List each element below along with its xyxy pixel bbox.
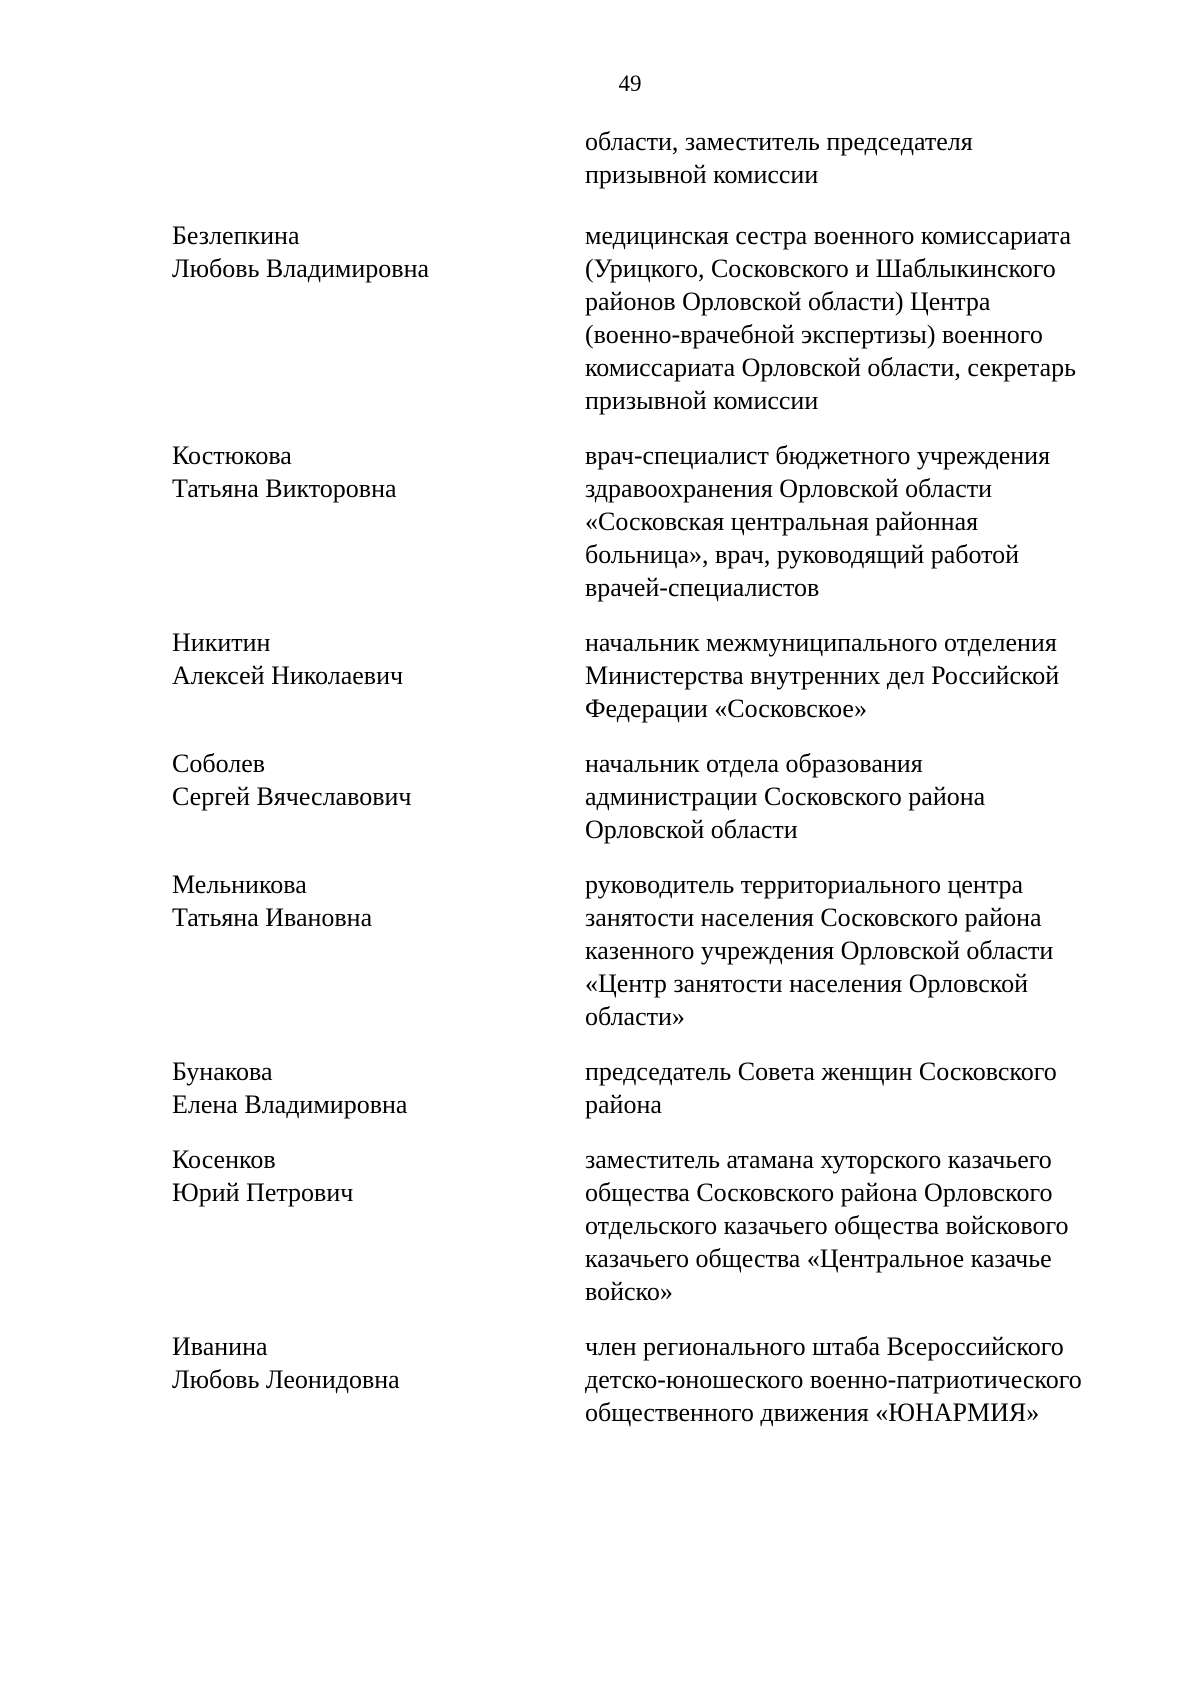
member-entry — [0, 1143, 1200, 1308]
member-name — [172, 1055, 572, 1121]
description-line: войско» — [585, 1277, 673, 1306]
description-line: здравоохранения Орловской области — [585, 474, 993, 503]
description-line: руководитель территориального центра — [585, 870, 1024, 899]
description-line: комиссариата Орловской области, секретарь — [585, 353, 1076, 382]
description-line: больница», врач, руководящий работой — [585, 540, 1020, 569]
member-entry — [0, 219, 1200, 417]
member-position — [585, 1055, 1145, 1121]
member-surname: Иванина — [172, 1332, 268, 1361]
description-line: призывной комиссии — [585, 160, 819, 189]
description-line: отдельского казачьего общества войскового — [585, 1211, 1069, 1240]
member-surname: Никитин — [172, 628, 271, 657]
member-name — [172, 747, 572, 813]
description-line: детско-юношеского военно-патриотического — [585, 1365, 1082, 1394]
member-entry — [0, 747, 1200, 846]
member-surname: Безлепкина — [172, 221, 300, 250]
description-line: района — [585, 1090, 662, 1119]
member-given-names: Елена Владимировна — [172, 1090, 408, 1119]
member-position — [585, 1143, 1145, 1308]
member-surname: Косенков — [172, 1145, 276, 1174]
description-line: Федерации «Сосковское» — [585, 694, 867, 723]
member-given-names: Сергей Вячеславович — [172, 782, 412, 811]
member-surname: Соболев — [172, 749, 266, 778]
description-line: (Урицкого, Сосковского и Шаблыкинского — [585, 254, 1056, 283]
member-given-names: Алексей Николаевич — [172, 661, 404, 690]
continuation-description — [585, 125, 1145, 191]
description-line: член регионального штаба Всероссийского — [585, 1332, 1064, 1361]
description-line: Орловской области — [585, 815, 798, 844]
member-surname: Костюкова — [172, 441, 292, 470]
member-name — [172, 1143, 572, 1209]
member-entry — [0, 868, 1200, 1033]
description-line: председатель Совета женщин Сосковского — [585, 1057, 1057, 1086]
description-line: общественного движения «ЮНАРМИЯ» — [585, 1398, 1040, 1427]
description-line: «Центр занятости населения Орловской — [585, 969, 1029, 998]
commission-member-list — [0, 125, 1200, 1429]
description-line: врачей-специалистов — [585, 573, 820, 602]
description-line: «Сосковская центральная районная — [585, 507, 979, 536]
description-line: районов Орловской области) Центра — [585, 287, 991, 316]
member-name — [172, 626, 572, 692]
member-given-names: Юрий Петрович — [172, 1178, 354, 1207]
page-number: 49 — [618, 71, 642, 96]
description-line: Министерства внутренних дел Российской — [585, 661, 1060, 690]
description-line: области, заместитель председателя — [585, 127, 973, 156]
member-entry — [0, 1330, 1200, 1429]
member-given-names: Любовь Владимировна — [172, 254, 430, 283]
member-name — [172, 219, 572, 285]
member-position — [585, 626, 1145, 725]
member-surname: Бунакова — [172, 1057, 273, 1086]
description-line: начальник межмуниципального отделения — [585, 628, 1057, 657]
description-line: казенного учреждения Орловской области — [585, 936, 1054, 965]
member-position — [585, 219, 1145, 417]
member-given-names: Татьяна Ивановна — [172, 903, 373, 932]
description-line: призывной комиссии — [585, 386, 819, 415]
description-line: заместитель атамана хуторского казачьего — [585, 1145, 1052, 1174]
description-line: казачьего общества «Центральное казачье — [585, 1244, 1052, 1273]
member-name — [172, 439, 572, 505]
member-position — [585, 747, 1145, 846]
description-line: занятости населения Сосковского района — [585, 903, 1042, 932]
description-line: медицинская сестра военного комиссариата — [585, 221, 1072, 250]
description-line: начальник отдела образования — [585, 749, 923, 778]
member-given-names: Любовь Леонидовна — [172, 1365, 400, 1394]
member-name — [172, 1330, 572, 1396]
description-line: общества Сосковского района Орловского — [585, 1178, 1053, 1207]
member-entry — [0, 1055, 1200, 1121]
member-name — [172, 868, 572, 934]
member-surname: Мельникова — [172, 870, 307, 899]
description-line: врач-специалист бюджетного учреждения — [585, 441, 1051, 470]
member-given-names: Татьяна Викторовна — [172, 474, 397, 503]
continuation-entry — [0, 125, 1200, 191]
member-position — [585, 439, 1145, 604]
member-position — [585, 868, 1145, 1033]
description-line: администрации Сосковского района — [585, 782, 986, 811]
description-line: области» — [585, 1002, 685, 1031]
description-line: (военно-врачебной экспертизы) военного — [585, 320, 1043, 349]
member-entry — [0, 439, 1200, 604]
member-position — [585, 1330, 1145, 1429]
member-entry — [0, 626, 1200, 725]
